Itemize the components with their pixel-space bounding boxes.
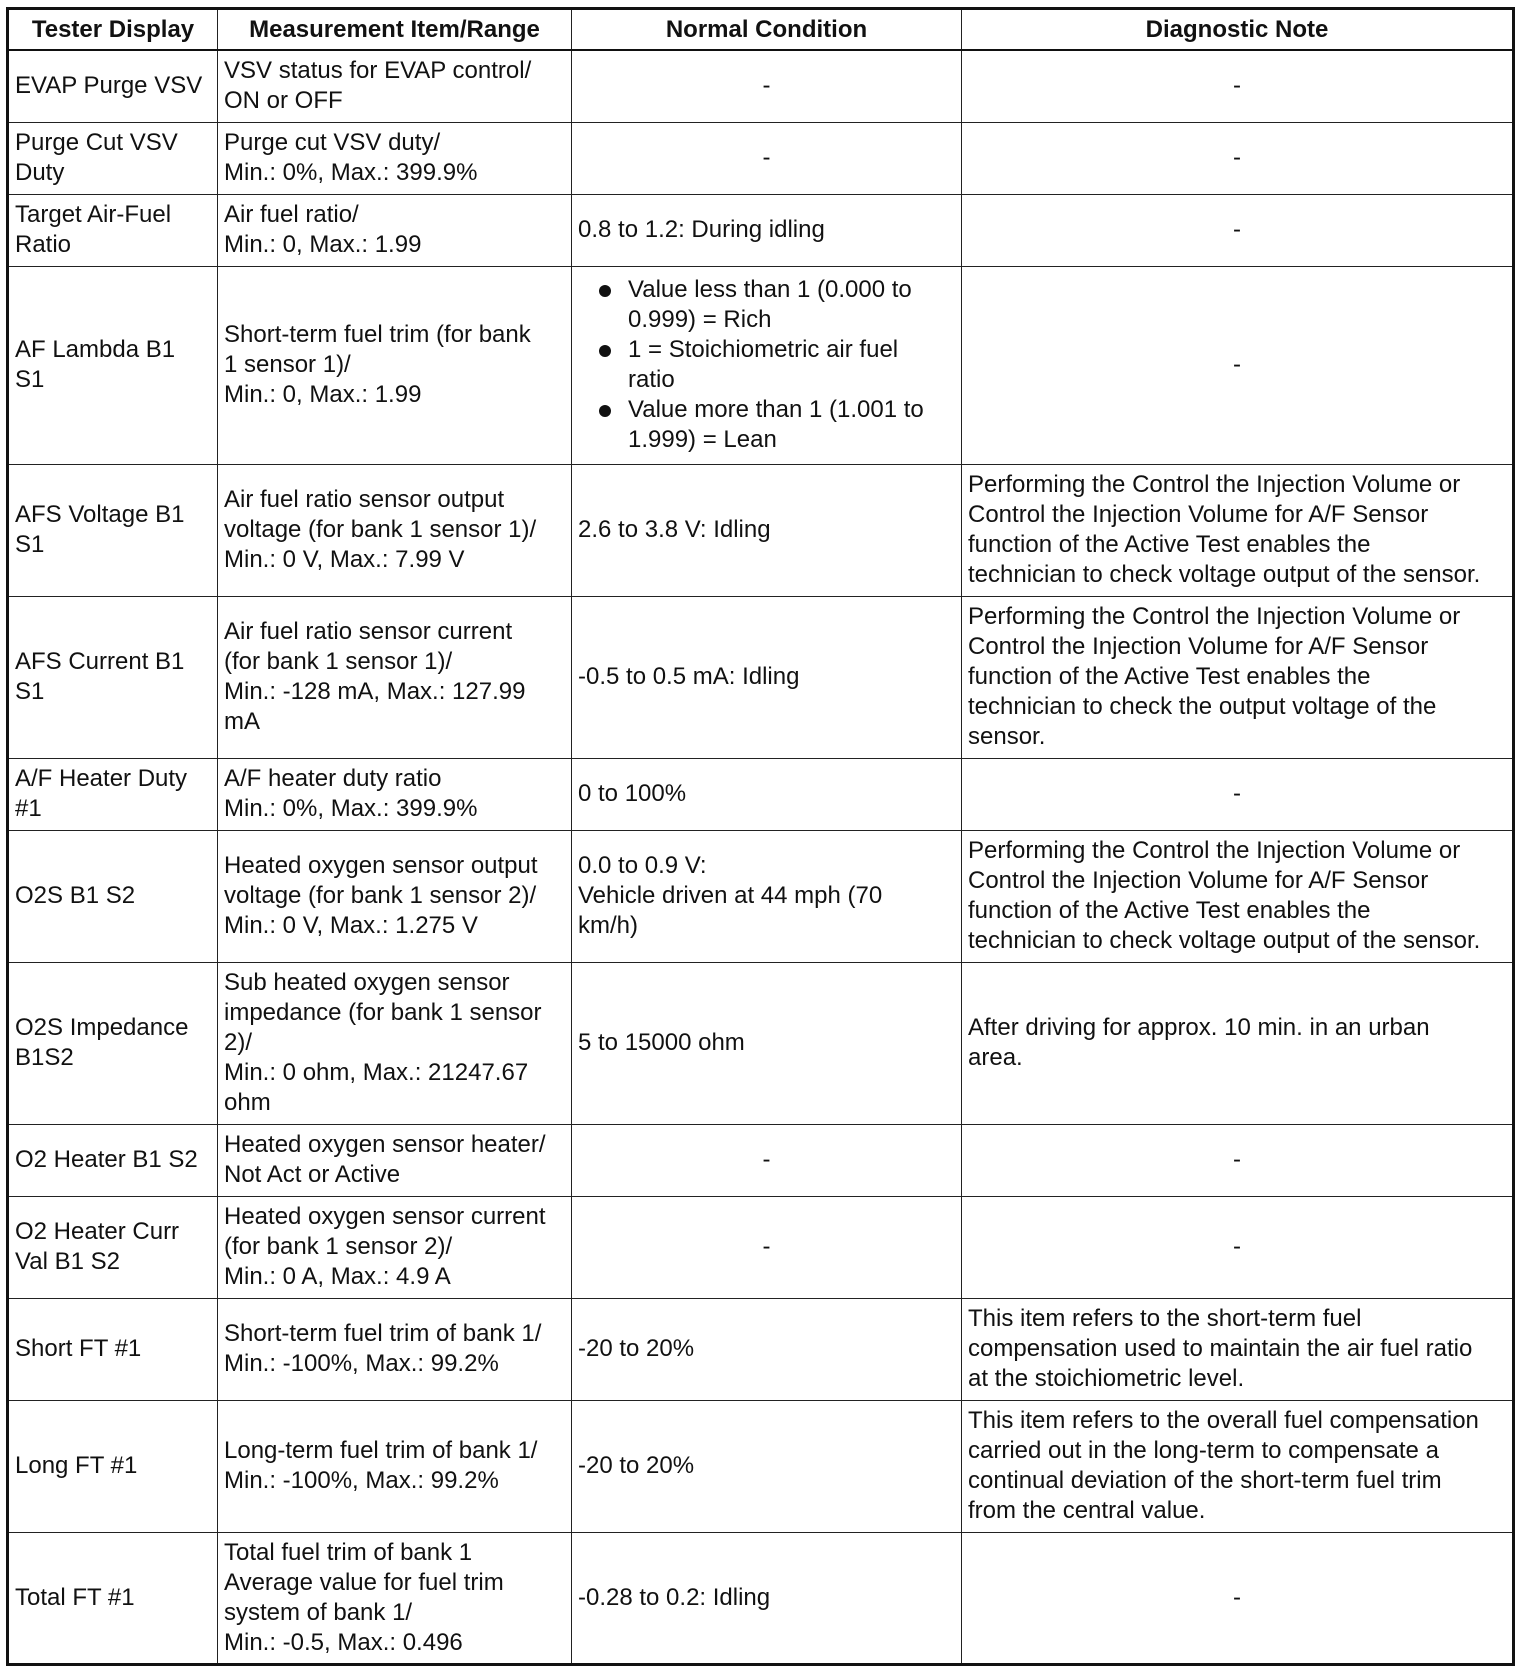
table-row [8, 1400, 1514, 1532]
measurement-cell: Short-term fuel trim (for bank 1 sensor 1)/ Min.: 0, Max.: 1.99 [218, 266, 572, 464]
table-row [8, 758, 1514, 830]
measurement-cell: Sub heated oxygen sensor impedance (for bank 1 sensor 2)/ Min.: 0 ohm, Max.: 21247.67 ohm [218, 962, 572, 1124]
measurement-cell: A/F heater duty ratio Min.: 0%, Max.: 399.9% [218, 758, 572, 830]
normal-condition-bullet-list [578, 275, 955, 455]
diagnostic-note-cell: This item refers to the short-term fuel compensation used to maintain the air fuel ratio at the stoichiometric level. [962, 1298, 1514, 1400]
header-normal-condition: Normal Condition [572, 9, 962, 51]
header-row [8, 9, 1514, 51]
diagnostic-note-cell: After driving for approx. 10 min. in an urban area. [962, 962, 1514, 1124]
measurement-cell: Heated oxygen sensor heater/ Not Act or Active [218, 1124, 572, 1196]
diagnostic-note-cell: - [962, 194, 1514, 266]
table-row [8, 962, 1514, 1124]
bullet-item: Value less than 1 (0.000 to 0.999) = Rich [596, 275, 955, 335]
normal-condition-cell: -0.28 to 0.2: Idling [572, 1532, 962, 1664]
tester-display-cell: Long FT #1 [8, 1400, 218, 1532]
measurement-cell: Air fuel ratio sensor output voltage (for bank 1 sensor 1)/ Min.: 0 V, Max.: 7.99 V [218, 464, 572, 596]
normal-condition-cell [572, 266, 962, 464]
measurement-cell: Purge cut VSV duty/ Min.: 0%, Max.: 399.9% [218, 122, 572, 194]
table-row [8, 50, 1514, 122]
normal-condition-cell: - [572, 122, 962, 194]
diagnostic-note-cell: - [962, 50, 1514, 122]
tester-display-cell: O2 Heater Curr Val B1 S2 [8, 1196, 218, 1298]
diagnostic-note-cell: - [962, 1124, 1514, 1196]
table-row [8, 266, 1514, 464]
header-diagnostic-note: Diagnostic Note [962, 9, 1514, 51]
diagnostic-note-cell: Performing the Control the Injection Volume or Control the Injection Volume for A/F Sensor function of the Active Test enables the technician to check voltage output of the sensor. [962, 830, 1514, 962]
normal-condition-cell: -20 to 20% [572, 1298, 962, 1400]
tester-display-cell: O2S B1 S2 [8, 830, 218, 962]
diagnostic-note-cell: - [962, 1532, 1514, 1664]
table-row [8, 1196, 1514, 1298]
data-list-table [6, 7, 1515, 1666]
normal-condition-cell: 0 to 100% [572, 758, 962, 830]
header-measurement: Measurement Item/Range [218, 9, 572, 51]
measurement-cell: Heated oxygen sensor current (for bank 1 sensor 2)/ Min.: 0 A, Max.: 4.9 A [218, 1196, 572, 1298]
table-row [8, 596, 1514, 758]
normal-condition-cell: 2.6 to 3.8 V: Idling [572, 464, 962, 596]
normal-condition-cell: 0.0 to 0.9 V: Vehicle driven at 44 mph (70 km/h) [572, 830, 962, 962]
table-row [8, 1298, 1514, 1400]
diagnostic-note-cell: - [962, 266, 1514, 464]
table-row [8, 1532, 1514, 1664]
diagnostic-note-cell: - [962, 122, 1514, 194]
tester-display-cell: Target Air-Fuel Ratio [8, 194, 218, 266]
tester-display-cell: O2S Impedance B1S2 [8, 962, 218, 1124]
measurement-cell: Heated oxygen sensor output voltage (for bank 1 sensor 2)/ Min.: 0 V, Max.: 1.275 V [218, 830, 572, 962]
normal-condition-cell: - [572, 50, 962, 122]
table-row [8, 1124, 1514, 1196]
measurement-cell: Air fuel ratio sensor current (for bank 1 sensor 1)/ Min.: -128 mA, Max.: 127.99 mA [218, 596, 572, 758]
tester-display-cell: A/F Heater Duty #1 [8, 758, 218, 830]
measurement-cell: VSV status for EVAP control/ ON or OFF [218, 50, 572, 122]
diagnostic-note-cell: This item refers to the overall fuel compensation carried out in the long-term to compensate a continual deviation of the short-term fuel trim from the central value. [962, 1400, 1514, 1532]
bullet-item: Value more than 1 (1.001 to 1.999) = Lean [596, 395, 955, 455]
measurement-cell: Long-term fuel trim of bank 1/ Min.: -100%, Max.: 99.2% [218, 1400, 572, 1532]
tester-display-cell: AFS Current B1 S1 [8, 596, 218, 758]
tester-display-cell: O2 Heater B1 S2 [8, 1124, 218, 1196]
normal-condition-cell: -20 to 20% [572, 1400, 962, 1532]
tester-display-cell: Short FT #1 [8, 1298, 218, 1400]
measurement-cell: Short-term fuel trim of bank 1/ Min.: -100%, Max.: 99.2% [218, 1298, 572, 1400]
diagnostic-note-cell: Performing the Control the Injection Volume or Control the Injection Volume for A/F Sensor function of the Active Test enables the technician to check the output voltage of the sensor. [962, 596, 1514, 758]
normal-condition-cell: 0.8 to 1.2: During idling [572, 194, 962, 266]
header-tester-display: Tester Display [8, 9, 218, 51]
diagnostic-note-cell: Performing the Control the Injection Volume or Control the Injection Volume for A/F Sensor function of the Active Test enables the technician to check voltage output of the sensor. [962, 464, 1514, 596]
table-row [8, 464, 1514, 596]
normal-condition-cell: -0.5 to 0.5 mA: Idling [572, 596, 962, 758]
table-row [8, 830, 1514, 962]
tester-display-cell: Total FT #1 [8, 1532, 218, 1664]
normal-condition-cell: - [572, 1124, 962, 1196]
diagnostic-note-cell: - [962, 758, 1514, 830]
tester-display-cell: EVAP Purge VSV [8, 50, 218, 122]
tester-display-cell: AFS Voltage B1 S1 [8, 464, 218, 596]
spec-table-container [6, 7, 1515, 1666]
table-row [8, 122, 1514, 194]
table-row [8, 194, 1514, 266]
tester-display-cell: Purge Cut VSV Duty [8, 122, 218, 194]
normal-condition-cell: - [572, 1196, 962, 1298]
normal-condition-cell: 5 to 15000 ohm [572, 962, 962, 1124]
measurement-cell: Total fuel trim of bank 1 Average value for fuel trim system of bank 1/ Min.: -0.5, Max.: 0.496 [218, 1532, 572, 1664]
tester-display-cell: AF Lambda B1 S1 [8, 266, 218, 464]
measurement-cell: Air fuel ratio/ Min.: 0, Max.: 1.99 [218, 194, 572, 266]
diagnostic-note-cell: - [962, 1196, 1514, 1298]
bullet-item: 1 = Stoichiometric air fuel ratio [596, 335, 955, 395]
